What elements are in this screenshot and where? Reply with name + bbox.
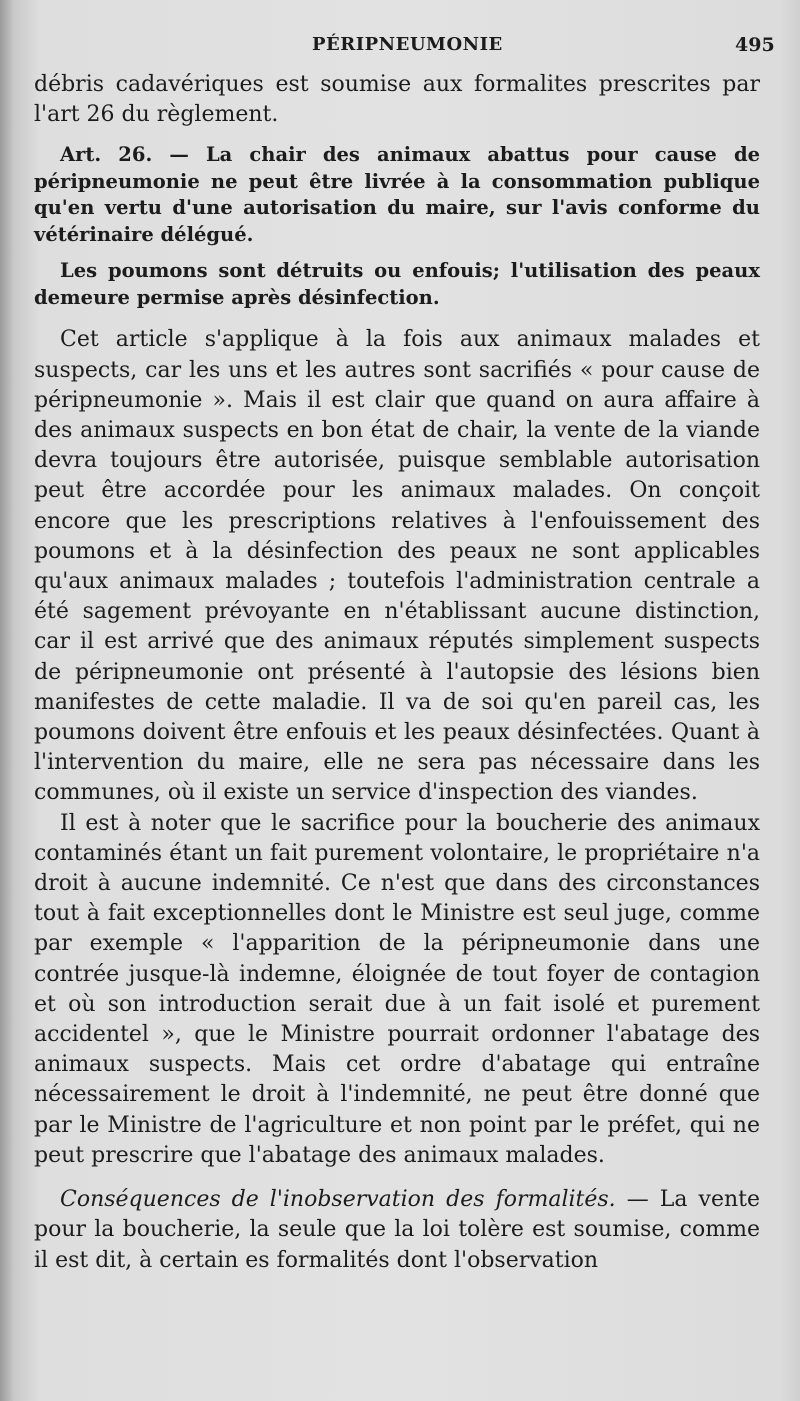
- paragraph-indemnity: Il est à noter que le sacrifice pour la boucherie des animaux contaminés étant un fait purement volontaire, le propriétaire n'a droit à aucune indemnité. Ce n'est que dans des circonstances tout à fait exceptionnelles dont le Ministre est seul juge, comme par exemple « l'apparition de la péripneumonie dans une contrée jusque-là indemne, éloignée de tout foyer de contagion et où son introduction serait due à un fait isolé et purement accidentel », que le Ministre pourrait ordonner l'abatage des animaux suspects. Mais cet ordre d'abatage qui entraîne nécessairement le droit à l'indemnité, ne peut être donné que par le Ministre de l'agriculture et non point par le préfet, qui ne peut prescrire que l'abatage des animaux malades.: [34, 810, 760, 1168]
- section-heading: Conséquences de l'inobservation des formalités.: [60, 1187, 616, 1213]
- paragraph-article-commentary: Cet article s'applique à la fois aux animaux malades et suspects, car les uns et les autres sont sacrifiés « pour cause de péripneumonie ». Mais il est clair que quand on aura affaire à des animaux suspects en bon état de chair, la vente de la viande devra toujours être autorisée, puisque semblable autorisation peut être accordée pour les animaux malades. On conçoit encore que les prescriptions relatives à l'enfouissement des poumons et à la désinfection des peaux ne sont applicables qu'aux animaux malades ; toutefois l'administration centrale a été sagement prévoyante en n'établissant aucune distinction, car il est arrivé que des animaux réputés simplement suspects de péripneumonie ont présenté à l'autopsie des lésions bien manifestes de cette maladie. Il va de soi qu'en pareil cas, les poumons doivent être enfouis et les peaux désinfectées. Quant à l'intervention du maire, elle ne sera pas nécessaire dans les communes, où il existe un service d'inspection des viandes.: [34, 327, 760, 806]
- paragraph-lungs: Les poumons sont détruits ou enfouis; l'utilisation des peaux demeure permise après désinfection.: [34, 259, 760, 309]
- page-header: [0, 32, 800, 62]
- page-number: 495: [735, 34, 775, 56]
- paragraph-continuation: débris cadavériques est soumise aux formalites prescrites par l'art 26 du règlement.: [34, 72, 760, 128]
- body-text: [34, 70, 760, 1276]
- running-title: PÉRIPNEUMONIE: [312, 34, 503, 55]
- section-text: — La vente pour la boucherie, la seule que la loi tolère est soumise, comme il est dit, à certain es formalités dont l'observation: [34, 1187, 760, 1273]
- paragraph-consequences: [34, 1185, 760, 1276]
- paragraph-article-26: Art. 26. — La chair des animaux abattus pour cause de péripneumonie ne peut être livrée à la consommation publique qu'en vertu d'une autorisation du maire, sur l'avis conforme du vétérinaire délégué.: [34, 143, 760, 246]
